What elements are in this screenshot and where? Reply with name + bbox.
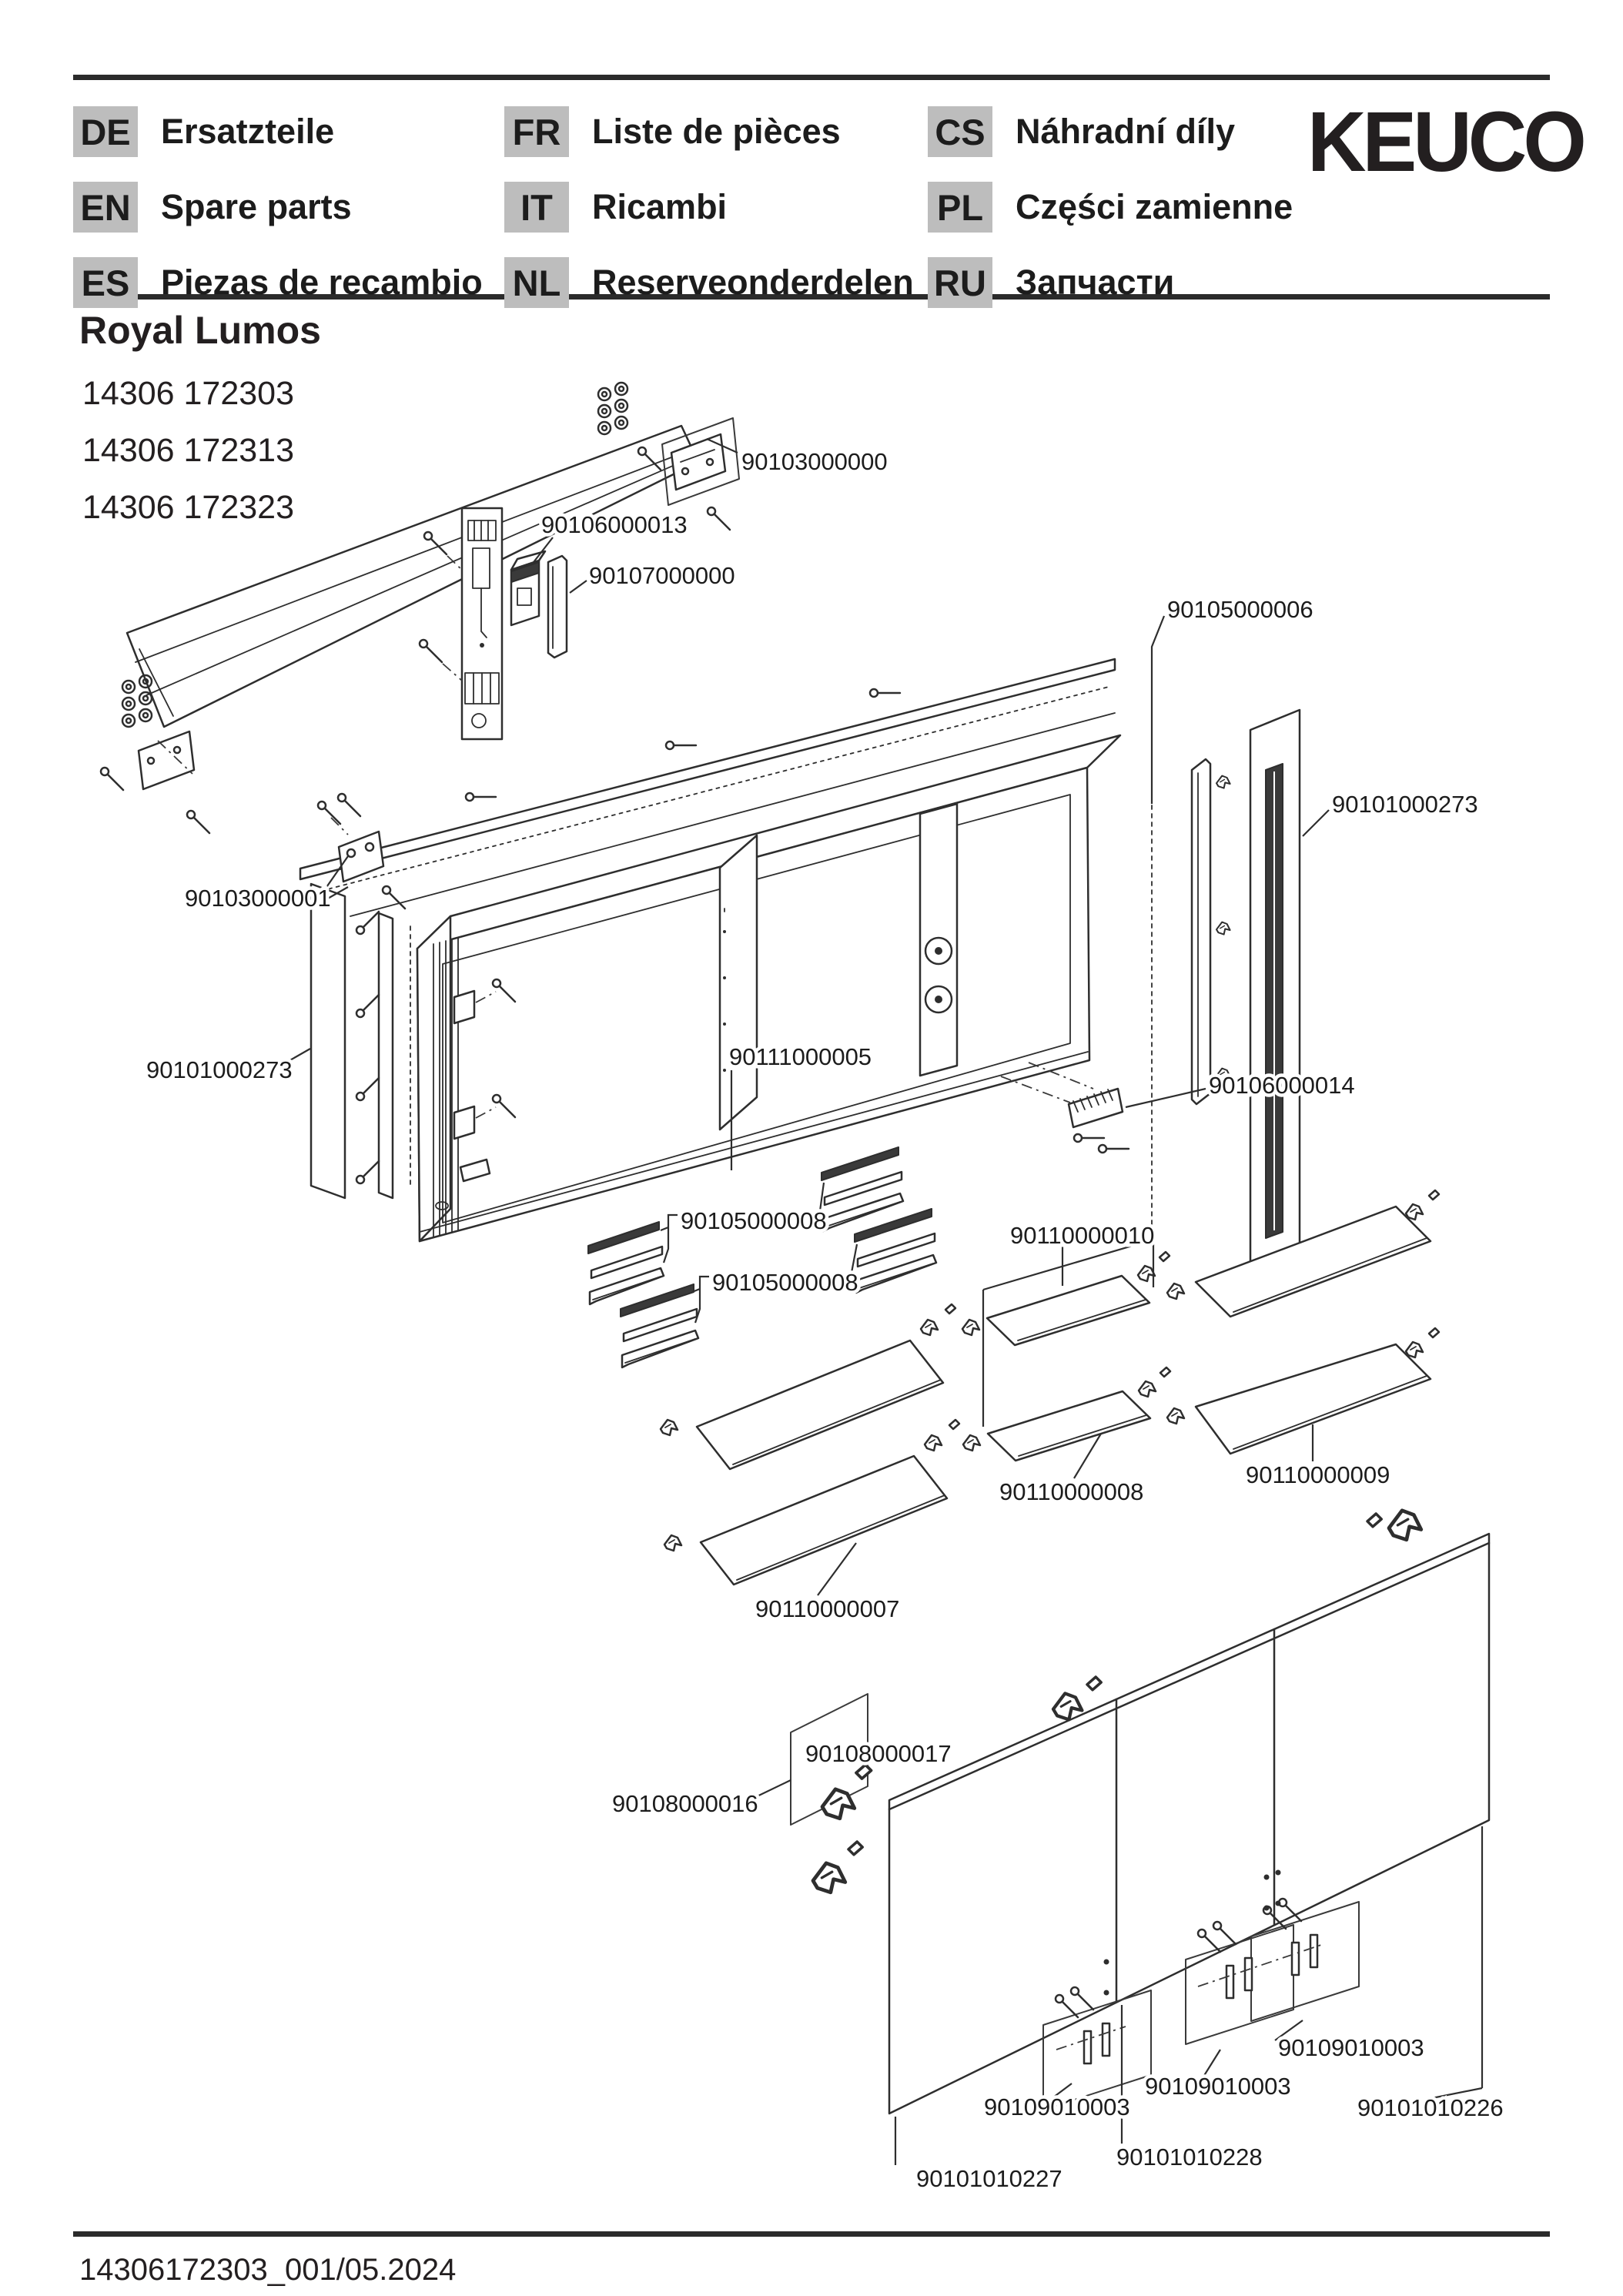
part-number-label: 90105000008 xyxy=(681,1207,827,1234)
mirror-doors xyxy=(889,1534,1489,2114)
part-number-label: 90103000000 xyxy=(741,448,888,475)
language-label: Piezas de recambio xyxy=(161,263,483,302)
part-number-label: 90109010003 xyxy=(984,2094,1130,2120)
language-code-badge: IT xyxy=(504,182,569,233)
language-code-badge: DE xyxy=(73,106,138,157)
keuco-logo: KEUCO xyxy=(1307,95,1583,189)
language-code-badge: EN xyxy=(73,182,138,233)
language-label: Ricambi xyxy=(592,187,728,226)
part-number-label: 90106000013 xyxy=(541,511,688,538)
part-number-label: 90105000008 xyxy=(712,1269,858,1296)
language-label: Ersatzteile xyxy=(161,112,335,151)
part-number-label: 90101010227 xyxy=(916,2165,1062,2192)
part-number-label: 90110000009 xyxy=(1246,1461,1390,1488)
model-number: 14306 172303 xyxy=(82,375,295,412)
language-label: Запчасти xyxy=(1016,263,1175,302)
part-number-label: 90110000008 xyxy=(999,1478,1144,1505)
language-label: Spare parts xyxy=(161,187,352,226)
part-number-label: 90108000016 xyxy=(612,1790,758,1817)
model-number: 14306 172313 xyxy=(82,432,295,469)
language-code-badge: RU xyxy=(928,257,992,308)
part-number-label: 90109010003 xyxy=(1145,2073,1291,2100)
part-number-label: 90101000273 xyxy=(146,1056,293,1083)
part-number-label: 90101010228 xyxy=(1116,2144,1263,2170)
language-label: Reserveonderdelen xyxy=(592,263,914,302)
model-number: 14306 172323 xyxy=(82,489,295,526)
cover-strip xyxy=(548,556,567,658)
language-label: Części zamienne xyxy=(1016,187,1293,226)
left-side-panels xyxy=(311,884,410,1198)
glass-shelves xyxy=(661,1190,1439,1585)
language-code-badge: ES xyxy=(73,257,138,308)
language-code-badge: CS xyxy=(928,106,992,157)
door-stop-block xyxy=(511,551,545,625)
language-label: Liste de pièces xyxy=(592,112,841,151)
part-number-label: 90110000010 xyxy=(1010,1222,1155,1249)
language-code-badge: PL xyxy=(928,182,992,233)
document-id: 14306172303_001/05.2024 xyxy=(79,2253,457,2287)
right-side-panels xyxy=(1152,710,1300,1290)
part-number-label: 90111000005 xyxy=(729,1043,872,1070)
language-label: Náhradní díly xyxy=(1016,112,1236,151)
part-number-label: 90101010226 xyxy=(1357,2094,1504,2121)
language-code-badge: NL xyxy=(504,257,569,308)
part-number-label: 90101000273 xyxy=(1332,791,1478,818)
language-code-badge: FR xyxy=(504,106,569,157)
part-number-label: 90106000014 xyxy=(1209,1072,1355,1099)
part-number-label: 90105000006 xyxy=(1167,596,1313,623)
part-number-label: 90109010003 xyxy=(1278,2034,1424,2061)
part-number-label: 90103000001 xyxy=(185,885,331,912)
part-number-label: 90108000017 xyxy=(805,1740,952,1767)
product-title: Royal Lumos xyxy=(79,309,321,352)
part-number-label: 90107000000 xyxy=(589,562,735,589)
part-number-label: 90110000007 xyxy=(755,1595,900,1622)
